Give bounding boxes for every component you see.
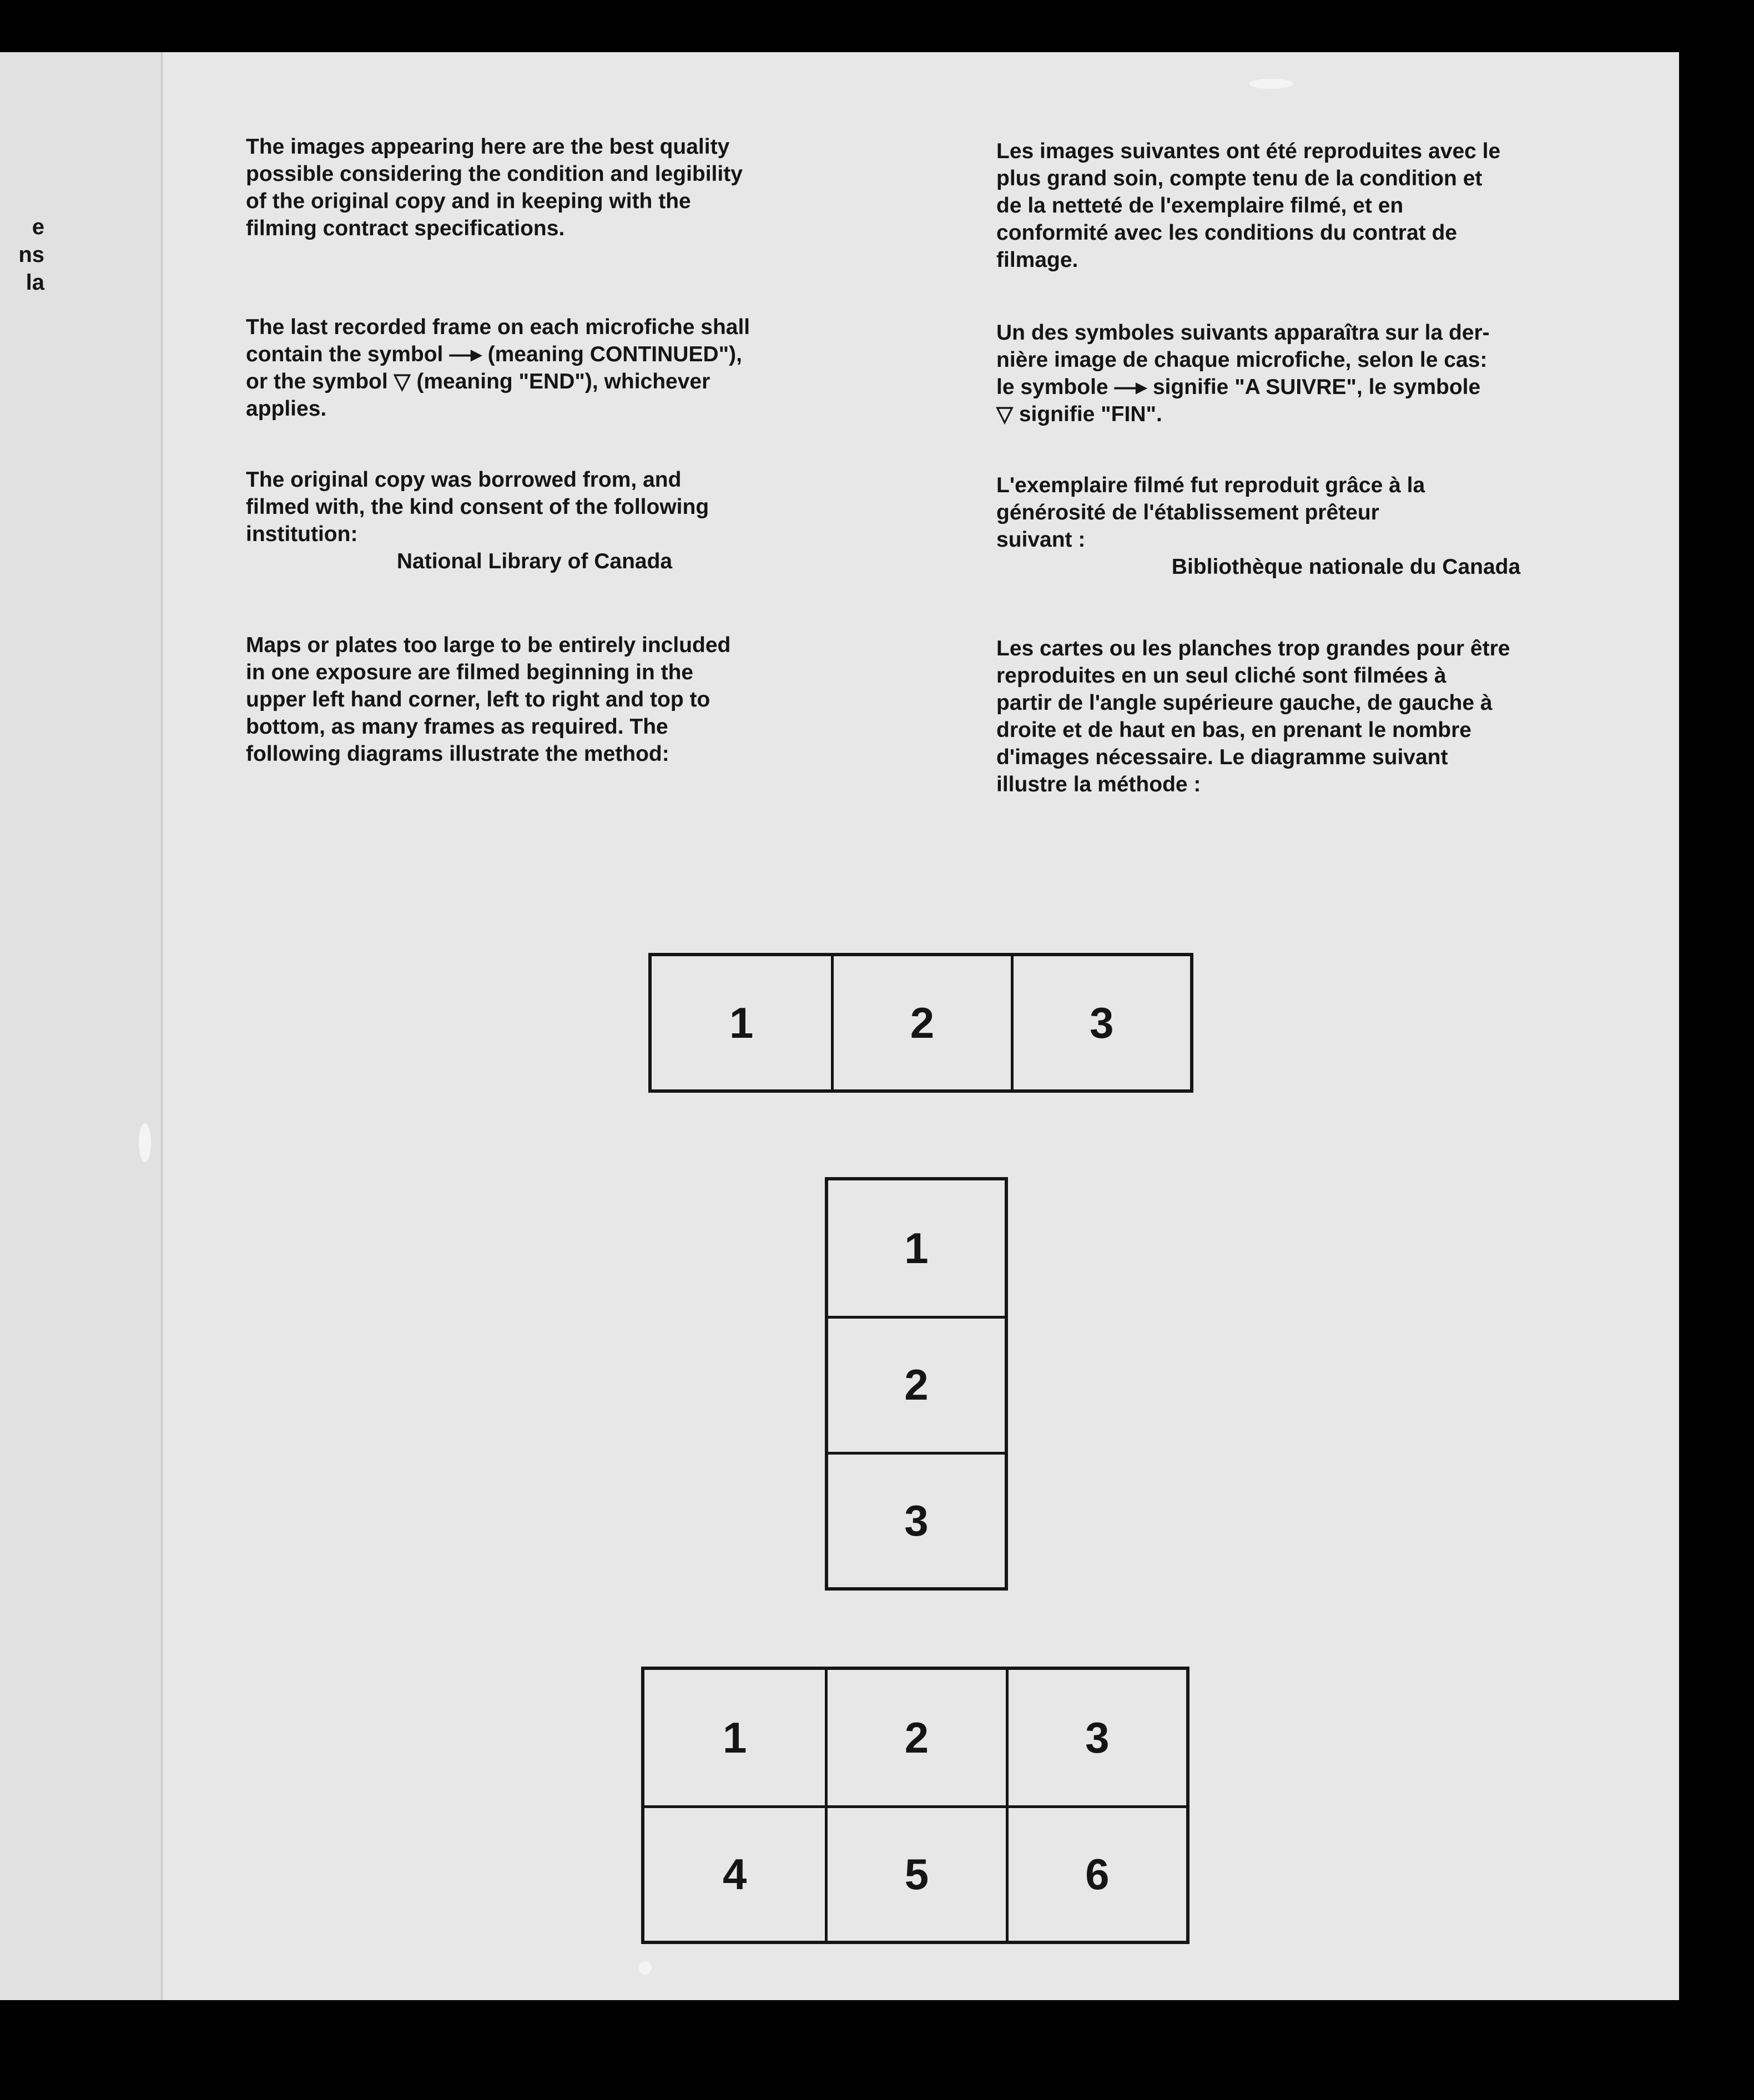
document-sheet xyxy=(0,52,1679,2000)
text-line: conformité avec les conditions du contrat de xyxy=(996,221,1457,245)
text-line: nière image de chaque microfiche, selon le cas: xyxy=(996,348,1488,372)
grid-frames-diagram xyxy=(641,1667,1190,1944)
text-line: reproduites en un seul cliché sont filmées à xyxy=(996,664,1446,688)
text-line: following diagrams illustrate the method: xyxy=(246,742,669,766)
text-line: le symbole —▸ signifie "A SUIVRE", le symbole xyxy=(996,375,1481,399)
text-line: suivant : xyxy=(996,528,1086,552)
text-line: générosité de l'établissement prêteur xyxy=(996,501,1379,524)
text-line: The original copy was borrowed from, and xyxy=(246,468,682,492)
text-line: partir de l'angle supérieure gauche, de gauche à xyxy=(996,691,1493,715)
text-line: in one exposure are filmed beginning in the xyxy=(246,660,694,684)
film-speck xyxy=(139,1123,151,1162)
previous-page-strip xyxy=(0,52,163,2000)
institution-name-fr: Bibliothèque nationale du Canada xyxy=(1171,555,1521,579)
text-line: droite et de haut en bas, en prenant le nombre xyxy=(996,718,1471,742)
text-line: or the symbol ▽ (meaning "END"), whichever xyxy=(246,370,710,393)
frame-cell: 2 xyxy=(828,1316,1005,1451)
fragment: e xyxy=(32,215,44,239)
method-statement-en xyxy=(246,632,884,768)
frame-cell: 2 xyxy=(825,1670,1005,1805)
text-line: bottom, as many frames as required. The xyxy=(246,715,668,739)
text-line: institution: xyxy=(246,522,358,546)
frame-cell: 1 xyxy=(904,1223,929,1273)
film-speck xyxy=(1249,79,1293,89)
text-line: Un des symboles suivants apparaîtra sur la der- xyxy=(996,321,1490,345)
text-line: The last recorded frame on each microfiche shall xyxy=(246,315,750,339)
text-line: illustre la méthode : xyxy=(996,773,1201,796)
frame-cell: 5 xyxy=(825,1805,1005,1941)
text-line: of the original copy and in keeping with the xyxy=(246,189,691,213)
text-line: filming contract specifications. xyxy=(246,216,565,240)
text-line: plus grand soin, compte tenu de la condition et xyxy=(996,166,1483,190)
method-statement-fr xyxy=(996,635,1635,798)
text-line: contain the symbol —▸ (meaning CONTINUED"), xyxy=(246,342,742,366)
horizontal-frames-diagram xyxy=(648,953,1193,1093)
text-line: The images appearing here are the best quality xyxy=(246,135,730,159)
text-line: possible considering the condition and legibility xyxy=(246,162,743,186)
text-line: L'exemplaire filmé fut reproduit grâce à la xyxy=(996,473,1425,497)
quality-statement-fr xyxy=(996,138,1635,274)
text-line: upper left hand corner, left to right and top to xyxy=(246,688,710,711)
text-line: filmage. xyxy=(996,248,1078,272)
text-line: applies. xyxy=(246,397,327,421)
quality-statement-en xyxy=(246,133,884,242)
cropped-text-fragments xyxy=(0,213,44,296)
frame-cell: 3 xyxy=(1011,956,1190,1089)
fragment: la xyxy=(26,270,44,295)
fragment: ns xyxy=(18,243,44,267)
frame-cell: 2 xyxy=(831,956,1010,1089)
symbol-statement-fr xyxy=(996,319,1635,428)
text-line: Les cartes ou les planches trop grandes pour être xyxy=(996,637,1510,660)
film-speck xyxy=(638,1961,652,1975)
source-statement-fr xyxy=(996,472,1635,580)
text-line: filmed with, the kind consent of the following xyxy=(246,495,709,519)
frame-cell: 3 xyxy=(1006,1670,1186,1805)
source-statement-en xyxy=(246,466,884,575)
vertical-frames-diagram xyxy=(825,1177,1008,1591)
text-line: ▽ signifie "FIN". xyxy=(996,402,1162,426)
text-line: Les images suivantes ont été reproduites avec le xyxy=(996,139,1501,163)
frame-cell: 4 xyxy=(644,1805,825,1941)
text-line: d'images nécessaire. Le diagramme suivant xyxy=(996,745,1448,769)
text-line: de la netteté de l'exemplaire filmé, et en xyxy=(996,194,1404,218)
symbol-statement-en xyxy=(246,314,884,422)
frame-cell: 1 xyxy=(722,1713,747,1762)
institution-name-en: National Library of Canada xyxy=(396,549,673,573)
frame-cell: 3 xyxy=(828,1452,1005,1587)
frame-cell: 6 xyxy=(1006,1805,1186,1941)
text-line: Maps or plates too large to be entirely included xyxy=(246,633,731,657)
frame-cell: 1 xyxy=(729,998,754,1047)
